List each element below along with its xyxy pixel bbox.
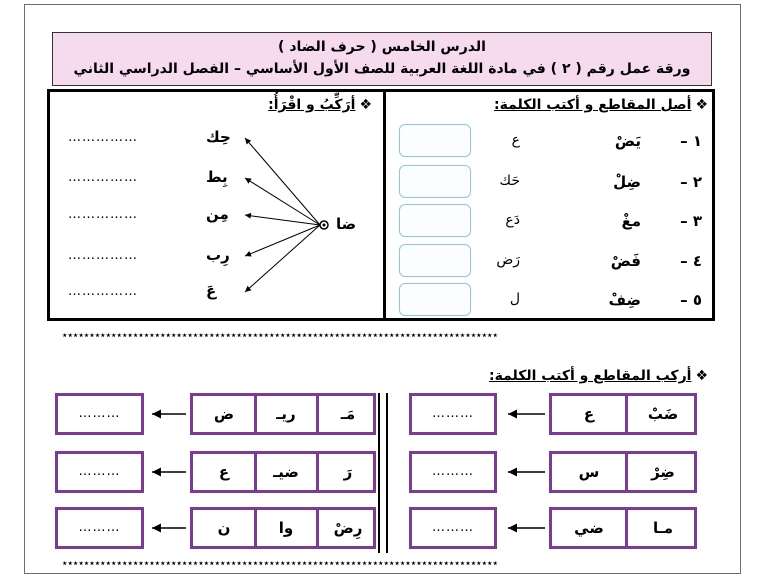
connector-arrow xyxy=(245,138,320,225)
word-ending: مِن xyxy=(206,205,229,223)
lesson-title: الدرس الخامس ( حرف الضاد ) xyxy=(278,39,486,55)
row-syllable: ع xyxy=(511,132,520,148)
connector-arrow xyxy=(245,225,320,292)
diamond-bullet-icon: ❖ xyxy=(359,97,372,113)
center-syllable: ضا xyxy=(336,215,357,233)
row-syllable: رَض xyxy=(496,252,520,268)
double-divider xyxy=(378,393,388,553)
word-ending: حِك xyxy=(206,128,231,146)
row-syllable: حَك xyxy=(499,173,520,189)
syllable-box xyxy=(549,507,697,549)
syllable-cell: ع xyxy=(583,405,595,423)
syllable-cell: ضيـ xyxy=(254,454,316,490)
syllable-box xyxy=(190,507,376,549)
row-number: ٢ – xyxy=(680,173,702,191)
star-separator: ٭٭٭٭٭٭٭٭٭٭٭٭٭٭٭٭٭٭٭٭٭٭٭٭٭٭٭٭٭٭٭٭٭٭٭٭٭٭٭٭٭٭٭٭٭٭٭٭٭٭٭٭٭٭٭٭٭٭٭٭٭٭٭٭٭٭٭٭٭٭٭٭٭٭٭٭٭٭٭٭ xyxy=(62,558,498,569)
diamond-bullet-icon: ❖ xyxy=(695,97,708,113)
answer-dots[interactable]: …………… xyxy=(68,248,138,263)
word-ending: بِط xyxy=(206,168,228,186)
syllable-box xyxy=(549,451,697,493)
syllable-cell: مـا xyxy=(625,510,699,546)
syllable-cell: ريـ xyxy=(254,396,316,432)
syllable-cell: مَـ xyxy=(316,396,378,432)
worksheet-subtitle: ورقة عمل رقم ( ٢ ) في مادة اللغة العربية للصف الأول الأساسي – الفصل الدراسي الثاني xyxy=(73,61,691,77)
answer-box[interactable]: ……… xyxy=(55,393,144,435)
star-separator: ٭٭٭٭٭٭٭٭٭٭٭٭٭٭٭٭٭٭٭٭٭٭٭٭٭٭٭٭٭٭٭٭٭٭٭٭٭٭٭٭٭٭٭٭٭٭٭٭٭٭٭٭٭٭٭٭٭٭٭٭٭٭٭٭٭٭٭٭٭٭٭٭٭٭٭٭٭٭٭٭ xyxy=(62,330,498,341)
row-word: ضِلْ xyxy=(613,173,641,191)
row-number: ٣ – xyxy=(680,212,702,230)
answer-dots[interactable]: …………… xyxy=(68,170,138,185)
answer-box[interactable]: ……… xyxy=(55,507,144,549)
syllable-box xyxy=(190,451,376,493)
row-word: ضِفْ xyxy=(608,291,641,309)
syllable-cell: ن xyxy=(217,519,231,537)
answer-dots[interactable]: …………… xyxy=(68,130,138,145)
row-number: ١ – xyxy=(680,132,702,150)
row-word: يَضْ xyxy=(614,132,641,150)
compose-section-title: ❖أرَكِّبُ و اقْرَأُ: xyxy=(268,97,372,113)
word-ending: رِب xyxy=(206,246,230,264)
syllable-cell: وا xyxy=(254,510,316,546)
syllable-cell: ضِرْ xyxy=(625,454,699,490)
join-section-title: ❖أصل المقاطع و أكتب الكلمة: xyxy=(494,97,708,113)
syllable-cell: ض xyxy=(213,405,235,423)
syllable-cell: ضَبْ xyxy=(625,396,699,432)
syllable-cell: رِضْ xyxy=(316,510,378,546)
syllable-cell: ضي xyxy=(574,519,604,537)
row-number: ٤ – xyxy=(680,252,702,270)
word-ending: عَ xyxy=(206,282,217,300)
build-section-title: ❖أركب المقاطع و أكتب الكلمة: xyxy=(489,368,708,384)
row-syllable: ل xyxy=(509,291,520,307)
row-syllable: دَع xyxy=(505,212,520,228)
syllable-cell: س xyxy=(578,463,600,481)
answer-box[interactable]: ……… xyxy=(409,451,497,493)
answer-dots[interactable]: …………… xyxy=(68,284,138,299)
syllable-box xyxy=(549,393,697,435)
row-word: فَضْ xyxy=(610,252,641,270)
connector-arrow xyxy=(245,225,320,256)
diamond-bullet-icon: ❖ xyxy=(695,368,708,384)
answer-box[interactable]: ……… xyxy=(409,507,497,549)
syllable-box xyxy=(190,393,376,435)
row-number: ٥ – xyxy=(680,291,702,309)
syllable-cell: رَ xyxy=(316,454,378,490)
connector-arrow xyxy=(245,178,320,225)
connector-arrow xyxy=(245,215,320,225)
answer-box[interactable]: ……… xyxy=(55,451,144,493)
answer-dots[interactable]: …………… xyxy=(68,207,138,222)
answer-box[interactable]: ……… xyxy=(409,393,497,435)
row-word: مغْ xyxy=(621,212,641,230)
syllable-cell: ع xyxy=(218,463,230,481)
